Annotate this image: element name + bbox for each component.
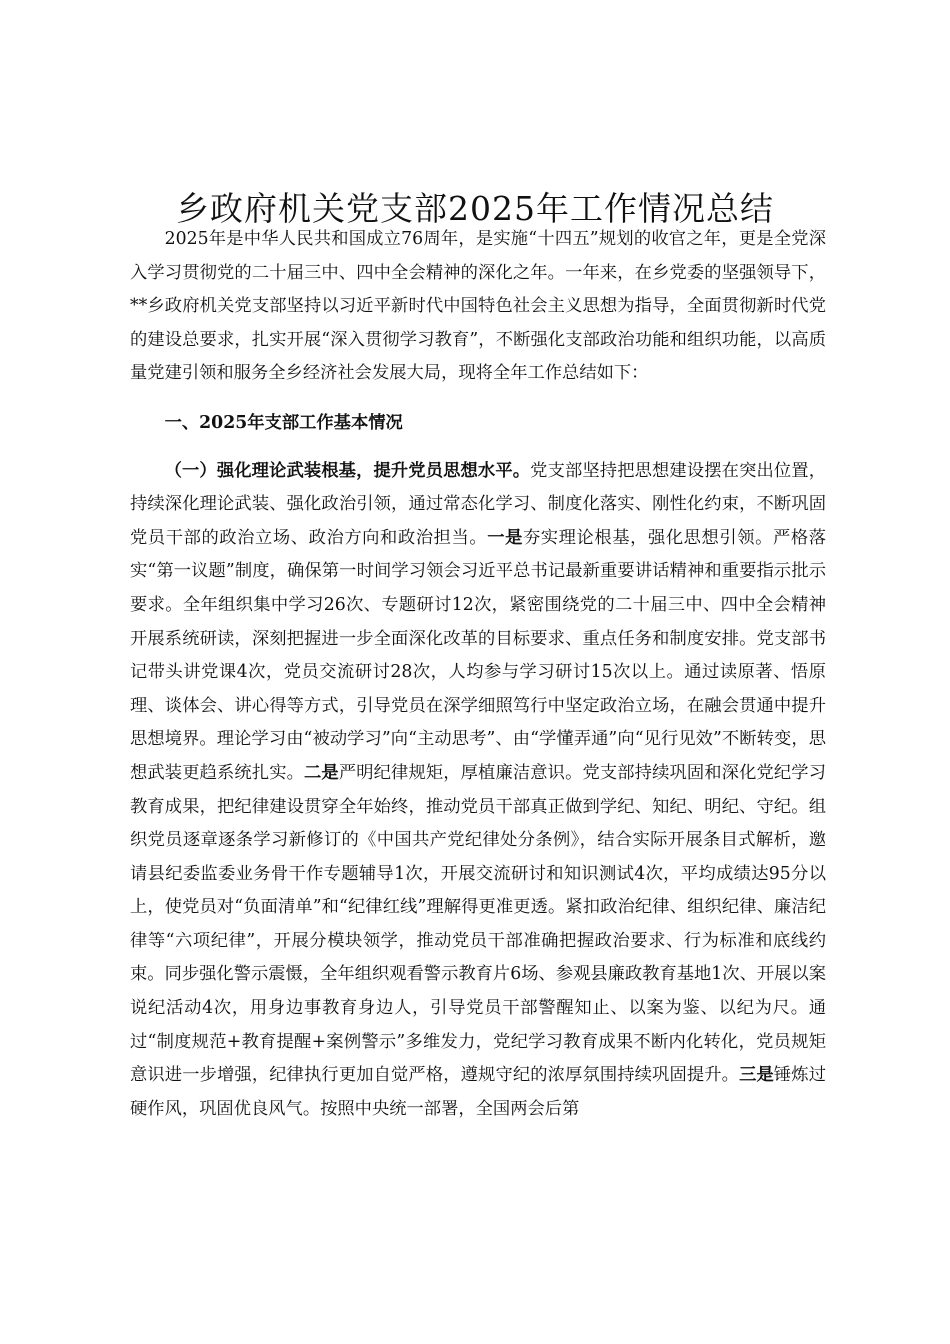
subsection-paragraph (130, 455, 826, 1127)
point-text-1: 夯实理论根基，强化思想引领。严格落实“第一议题”制度，确保第一时间学习领会习近平总书记最新重要讲话精神和重要指示批示要求。全年组织集中学习26次、专题研讨12次，紧密围绕党的二十届三中、四中全会精神开展系统研读，深刻把握进一步全面深化改革的目标要求、重点任务和制度安排。党支部书记带头讲党课4次，党员交流研讨28次，人均参与学习研讨15次以上。通过读原著、悟原理、谈体会、讲心得等方式，引导党员在深学细照笃行中坚定政治立场，在融会贯通中提升思想境界。理论学习由“被动学习”向“主动思考”、由“学懂弄通”向“见行见效”不断转变，思想武装更趋系统扎实。 (130, 527, 826, 783)
point-text-3: 锤炼过硬作风，巩固优良风气。按照中央统一部署，全国两会后第 (130, 1065, 826, 1119)
point-label-2: 二是 (304, 762, 339, 783)
subsection-text: 党支部坚持把思想建设摆在突出位置，持续深化理论武装、强化政治引领，通过常态化学习、制度化落实、刚性化约束，不断巩固党员干部的政治立场、政治方向和政治担当。 (130, 460, 826, 548)
document-body (130, 223, 826, 1126)
intro-paragraph: 2025年是中华人民共和国成立76周年，是实施“十四五”规划的收官之年，更是全党深入学习贯彻党的二十届三中、四中全会精神的深化之年。一年来，在乡党委的坚强领导下，**乡政府机关党支部坚持以习近平新时代中国特色社会主义思想为指导，全面贯彻新时代党的建设总要求，扎实开展“深入贯彻学习教育”，不断强化支部政治功能和组织功能，以高质量党建引领和服务全乡经济社会发展大局，现将全年工作总结如下： (130, 229, 826, 384)
point-label-1: 一是 (487, 527, 523, 548)
document-title: 乡政府机关党支部2025年工作情况总结 (176, 189, 774, 229)
point-text-2: 严明纪律规矩，厚植廉洁意识。党支部持续巩固和深化党纪学习教育成果，把纪律建设贯穿全年始终，推动党员干部真正做到学纪、知纪、明纪、守纪。组织党员逐章逐条学习新修订的《中国共产党纪律处分条例》，结合实际开展条目式解析，邀请县纪委监委业务骨干作专题辅导1次，开展交流研讨和知识测试4次，平均成绩达95分以上，使党员对“负面清单”和“纪律红线”理解得更准更透。紧扣政治纪律、组织纪律、廉洁纪律等“六项纪律”，开展分模块领学，推动党员干部准确把握政治要求、行为标准和底线约束。同步强化警示震慑，全年组织观看警示教育片6场、参观县廉政教育基地1次、开展以案说纪活动4次，用身边事教育身边人，引导党员干部警醒知止、以案为鉴、以纪为尺。通过“制度规范+教育提醒+案例警示”多维发力，党纪学习教育成果不断内化转化，党员规矩意识进一步增强，纪律执行更加自觉严格，遵规守纪的浓厚氛围持续巩固提升。 (130, 762, 826, 1086)
subsection-lead: （一）强化理论武装根基，提升党员思想水平。 (164, 460, 531, 481)
section-heading: 一、2025年支部工作基本情况 (164, 412, 403, 433)
point-label-3: 三是 (739, 1065, 774, 1086)
